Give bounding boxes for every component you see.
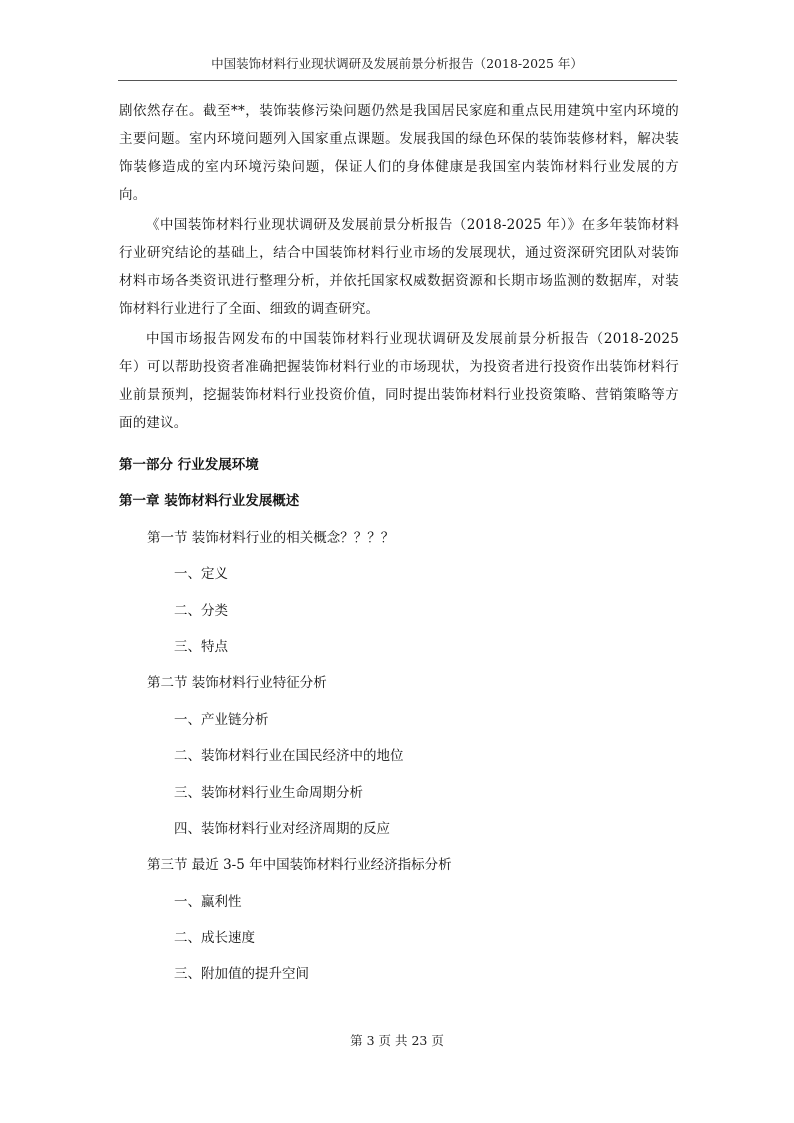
toc-item: 一、赢利性 [174, 893, 242, 910]
paragraph-2: 《中国装饰材料行业现状调研及发展前景分析报告（2018-2025 年）》在多年装饰材料行业研究结论的基础上，结合中国装饰材料行业市场的发展现状，通过资深研究团队对装饰材料市场各类资讯进行整理分析，并依托国家权威数据资源和长期市场监测的数据库，对装饰材料行业进行了全面、细致的调查研究。 [119, 217, 679, 317]
paragraph-1: 剧依然存在。截至**，装饰装修污染问题仍然是我国居民家庭和重点民用建筑中室内环境的主要问题。室内环境问题列入国家重点课题。发展我国的绿色环保的装饰装修材料，解决装饰装修造成的室内环境污染问题，保证人们的身体健康是我国室内装饰材料行业发展的方向。 [119, 103, 679, 203]
toc-section: 第三节 最近 3-5 年中国装饰材料行业经济指标分析 [147, 857, 452, 874]
toc-item: 二、成长速度 [174, 930, 255, 947]
toc-item: 三、特点 [174, 638, 228, 655]
toc-item: 三、装饰材料行业生命周期分析 [174, 784, 363, 801]
page-number: 第 3 页 共 23 页 [350, 1033, 444, 1048]
header-divider [118, 80, 677, 81]
toc-item: 二、装饰材料行业在国民经济中的地位 [174, 748, 404, 765]
toc-part-heading: 第一部分 行业发展环境 [119, 457, 259, 473]
paragraph-3: 中国市场报告网发布的中国装饰材料行业现状调研及发展前景分析报告（2018-2025 年）可以帮助投资者准确把握装饰材料行业的市场现状，为投资者进行投资作出装饰材料行业前景预判，挖掘装饰材料行业投资价值，同时提出装饰材料行业投资策略、营销策略等方面的建议。 [119, 331, 679, 431]
toc-section: 第一节 装饰材料行业的相关概念？？？？ [147, 529, 395, 546]
body-text [119, 97, 679, 437]
toc-item: 四、装饰材料行业对经济周期的反应 [174, 820, 390, 837]
table-of-contents [119, 452, 679, 998]
toc-item: 一、定义 [174, 566, 228, 583]
toc-chapter-heading: 第一章 装饰材料行业发展概述 [119, 493, 300, 510]
page-header-title: 中国装饰材料行业现状调研及发展前景分析报告（2018-2025 年） [211, 56, 583, 71]
toc-item: 二、分类 [174, 602, 228, 619]
toc-section: 第二节 装饰材料行业特征分析 [147, 675, 327, 692]
toc-item: 一、产业链分析 [174, 711, 269, 728]
toc-item: 三、附加值的提升空间 [174, 966, 309, 983]
